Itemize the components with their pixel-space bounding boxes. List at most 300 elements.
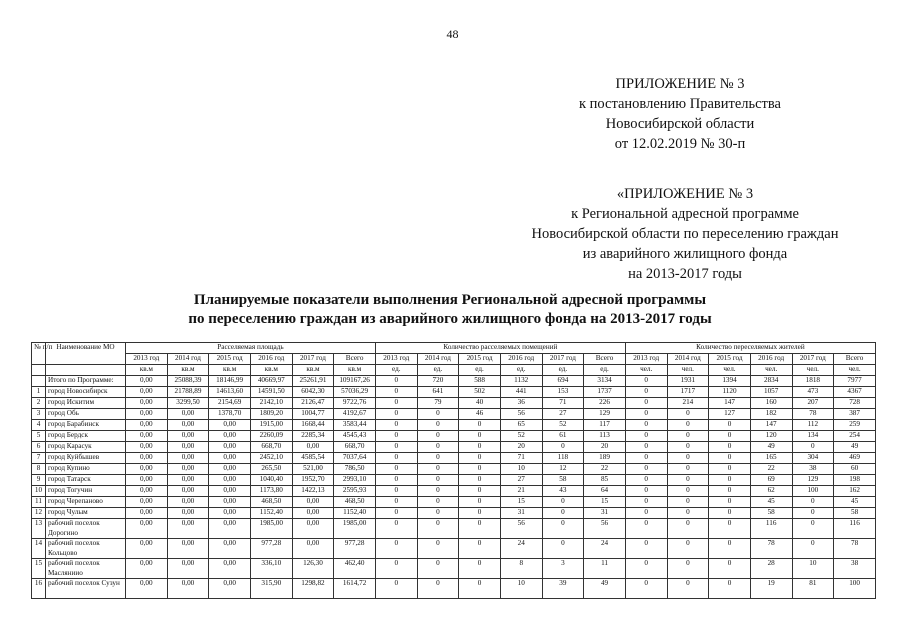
- table-cell: 0: [375, 376, 417, 387]
- table-cell: 0: [709, 508, 751, 519]
- table-cell: 0: [459, 497, 501, 508]
- program-line: на 2013-2017 годы: [628, 266, 742, 282]
- table-cell: 10: [792, 559, 834, 579]
- table-cell: 19: [750, 579, 792, 599]
- municipality-name: город Татарск: [46, 475, 126, 486]
- table-cell: 56: [500, 519, 542, 539]
- group-header-residents: Количество переселяемых жителей: [625, 343, 875, 354]
- table-cell: 0,00: [209, 442, 251, 453]
- table-cell: 0,00: [209, 453, 251, 464]
- table-cell: 24: [584, 539, 626, 559]
- row-number: 5: [32, 431, 46, 442]
- table-cell: 0: [375, 475, 417, 486]
- table-cell: 1818: [792, 376, 834, 387]
- table-cell: 100: [834, 579, 876, 599]
- year-header: 2014 год: [667, 354, 709, 365]
- table-cell: 0: [417, 559, 459, 579]
- table-cell: 1931: [667, 376, 709, 387]
- municipality-name: город Обь: [46, 409, 126, 420]
- municipality-name: рабочий поселок Кольцово: [46, 539, 126, 559]
- table-cell: 1809,20: [250, 409, 292, 420]
- unit-header: ед.: [459, 365, 501, 376]
- table-cell: 0: [667, 539, 709, 559]
- row-number: 2: [32, 398, 46, 409]
- table-cell: 0: [709, 497, 751, 508]
- table-cell: 0: [792, 539, 834, 559]
- table-cell: 0: [709, 464, 751, 475]
- unit-header: чел.: [709, 365, 751, 376]
- table-cell: 1422,13: [292, 486, 334, 497]
- table-cell: 473: [792, 387, 834, 398]
- unit-header: чел.: [792, 365, 834, 376]
- table-cell: 1152,40: [250, 508, 292, 519]
- table-cell: 3299,50: [167, 398, 209, 409]
- table-cell: 147: [709, 398, 751, 409]
- table-cell: 0: [417, 442, 459, 453]
- year-header: 2013 год: [126, 354, 168, 365]
- table-cell: 387: [834, 409, 876, 420]
- table-cell: 0,00: [126, 486, 168, 497]
- table-cell: 21788,89: [167, 387, 209, 398]
- row-number: 11: [32, 497, 46, 508]
- table-cell: 78: [834, 539, 876, 559]
- table-cell: 65: [500, 420, 542, 431]
- table-cell: 6042,30: [292, 387, 334, 398]
- group-header-area: Расселяемая площадь: [126, 343, 376, 354]
- table-cell: 1152,40: [334, 508, 376, 519]
- table-cell: 56: [500, 409, 542, 420]
- group-header-premises: Количество расселяемых помещений: [375, 343, 625, 354]
- table-cell: 0,00: [126, 376, 168, 387]
- table-cell: 0: [459, 579, 501, 599]
- unit-header: ед.: [500, 365, 542, 376]
- table-cell: 0: [625, 497, 667, 508]
- table-cell: 64: [584, 486, 626, 497]
- table-cell: 100: [792, 486, 834, 497]
- unit-header: кв.м: [292, 365, 334, 376]
- table-cell: 0,00: [126, 409, 168, 420]
- table-cell: 7977: [834, 376, 876, 387]
- table-cell: 20: [584, 442, 626, 453]
- municipality-name: рабочий поселок Сузун: [46, 579, 126, 599]
- table-cell: 0: [375, 420, 417, 431]
- table-cell: 21: [500, 486, 542, 497]
- table-row: [32, 376, 876, 387]
- table-cell: 0,00: [126, 508, 168, 519]
- table-cell: 0: [375, 539, 417, 559]
- table-cell: 0: [542, 539, 584, 559]
- row-number: 14: [32, 539, 46, 559]
- table-cell: 0,00: [126, 420, 168, 431]
- table-cell: 4545,43: [334, 431, 376, 442]
- table-cell: 14613,60: [209, 387, 251, 398]
- municipality-name: город Купино: [46, 464, 126, 475]
- table-row: [32, 409, 876, 420]
- table-cell: 0: [417, 486, 459, 497]
- table-cell: 0: [792, 442, 834, 453]
- table-cell: 0,00: [126, 519, 168, 539]
- table-cell: 0,00: [167, 475, 209, 486]
- table-cell: 1378,70: [209, 409, 251, 420]
- table-cell: 60: [834, 464, 876, 475]
- table-cell: 0,00: [167, 579, 209, 599]
- table-cell: 0,00: [167, 453, 209, 464]
- row-number: 3: [32, 409, 46, 420]
- table-cell: 468,50: [334, 497, 376, 508]
- table-cell: 0: [667, 508, 709, 519]
- table-cell: 0,00: [126, 497, 168, 508]
- year-header: 2017 год: [792, 354, 834, 365]
- table-cell: 0: [459, 431, 501, 442]
- table-cell: 0,00: [167, 486, 209, 497]
- municipality-name: город Карасук: [46, 442, 126, 453]
- table-cell: 588: [459, 376, 501, 387]
- table-cell: 0,00: [126, 464, 168, 475]
- table-cell: 1173,80: [250, 486, 292, 497]
- table-cell: 0: [709, 579, 751, 599]
- table-cell: 0: [542, 508, 584, 519]
- table-cell: 25261,91: [292, 376, 334, 387]
- table-cell: 38: [834, 559, 876, 579]
- table-cell: 118: [542, 453, 584, 464]
- table-cell: 1952,70: [292, 475, 334, 486]
- table-cell: 0: [625, 508, 667, 519]
- table-cell: 977,28: [250, 539, 292, 559]
- table-cell: 0,00: [292, 539, 334, 559]
- table-row: [32, 539, 876, 559]
- table-cell: 0: [375, 559, 417, 579]
- table-cell: 0: [417, 409, 459, 420]
- table-cell: 45: [750, 497, 792, 508]
- table-cell: 71: [542, 398, 584, 409]
- unit-header-blank: [32, 365, 46, 376]
- year-header: 2014 год: [417, 354, 459, 365]
- year-header: Всего: [584, 354, 626, 365]
- table-cell: 254: [834, 431, 876, 442]
- table-cell: 69: [750, 475, 792, 486]
- appendix-line: от 12.02.2019 № 30-п: [614, 136, 746, 152]
- table-cell: 1394: [709, 376, 751, 387]
- table-row: [32, 398, 876, 409]
- program-line: из аварийного жилищного фонда: [582, 246, 788, 262]
- table-cell: 0: [667, 559, 709, 579]
- table-cell: 315,90: [250, 579, 292, 599]
- table-cell: 0: [709, 420, 751, 431]
- table-cell: 336,10: [250, 559, 292, 579]
- table-cell: 71: [500, 453, 542, 464]
- table-cell: 0: [792, 508, 834, 519]
- table-cell: 2126,47: [292, 398, 334, 409]
- table-cell: 0: [792, 497, 834, 508]
- unit-header: кв.м: [209, 365, 251, 376]
- table-cell: 126,30: [292, 559, 334, 579]
- table-cell: 11: [584, 559, 626, 579]
- table-cell: 0,00: [209, 579, 251, 599]
- table-cell: 0: [667, 453, 709, 464]
- table-cell: 52: [542, 420, 584, 431]
- table-cell: 441: [500, 387, 542, 398]
- row-number: 16: [32, 579, 46, 599]
- year-header: 2016 год: [750, 354, 792, 365]
- table-cell: 668,70: [334, 442, 376, 453]
- table-cell: 27: [542, 409, 584, 420]
- table-cell: 0: [375, 398, 417, 409]
- table-cell: 0,00: [126, 539, 168, 559]
- unit-header-row: [32, 365, 876, 376]
- table-cell: 36: [500, 398, 542, 409]
- table-cell: 14591,50: [250, 387, 292, 398]
- table-cell: 117: [584, 420, 626, 431]
- table-cell: 0: [625, 420, 667, 431]
- row-number: 13: [32, 519, 46, 539]
- table-cell: 469: [834, 453, 876, 464]
- table-cell: 1120: [709, 387, 751, 398]
- table-cell: 31: [500, 508, 542, 519]
- table-cell: 4367: [834, 387, 876, 398]
- table-cell: 0: [417, 519, 459, 539]
- unit-header: кв.м: [126, 365, 168, 376]
- table-cell: 462,40: [334, 559, 376, 579]
- table-cell: 0,00: [126, 387, 168, 398]
- table-cell: 728: [834, 398, 876, 409]
- table-cell: 109167,26: [334, 376, 376, 387]
- table-cell: 720: [417, 376, 459, 387]
- table-cell: 1915,00: [250, 420, 292, 431]
- table-cell: 304: [792, 453, 834, 464]
- year-header: Всего: [834, 354, 876, 365]
- table-cell: 81: [792, 579, 834, 599]
- table-cell: 0: [709, 519, 751, 539]
- table-row: [32, 431, 876, 442]
- table-cell: 0: [459, 519, 501, 539]
- row-number: 6: [32, 442, 46, 453]
- indicators-table: [31, 342, 876, 599]
- table-cell: 786,50: [334, 464, 376, 475]
- table-cell: 25088,39: [167, 376, 209, 387]
- table-cell: 0,00: [209, 508, 251, 519]
- appendix-line: к постановлению Правительства: [579, 96, 781, 112]
- table-row: [32, 453, 876, 464]
- table-cell: 0: [625, 475, 667, 486]
- table-row: [32, 579, 876, 599]
- table-cell: 198: [834, 475, 876, 486]
- table-cell: 120: [750, 431, 792, 442]
- table-cell: 22: [750, 464, 792, 475]
- col-header-name: Наименование МО: [46, 343, 126, 365]
- table-cell: 0: [667, 486, 709, 497]
- year-header: 2015 год: [709, 354, 751, 365]
- table-cell: 265,50: [250, 464, 292, 475]
- table-cell: 641: [417, 387, 459, 398]
- table-cell: 977,28: [334, 539, 376, 559]
- table-cell: 147: [750, 420, 792, 431]
- title-line: Планируемые показатели выполнения Региональной адресной программы: [193, 292, 707, 308]
- table-cell: 0: [667, 442, 709, 453]
- row-number: 1: [32, 387, 46, 398]
- appendix-line: Новосибирской области: [605, 116, 755, 132]
- table-cell: 2452,10: [250, 453, 292, 464]
- year-header: 2016 год: [250, 354, 292, 365]
- table-row: [32, 464, 876, 475]
- table-cell: 226: [584, 398, 626, 409]
- table-cell: 15: [500, 497, 542, 508]
- table-cell: 0: [709, 431, 751, 442]
- table-cell: 1985,00: [334, 519, 376, 539]
- table-cell: 0: [667, 497, 709, 508]
- table-cell: 52: [500, 431, 542, 442]
- table-cell: 0,00: [167, 431, 209, 442]
- appendix-line: ПРИЛОЖЕНИЕ № 3: [615, 76, 745, 92]
- table-cell: 0,00: [209, 420, 251, 431]
- table-cell: 182: [750, 409, 792, 420]
- unit-header: кв.м: [250, 365, 292, 376]
- table-cell: 45: [834, 497, 876, 508]
- table-cell: 0: [542, 519, 584, 539]
- table-cell: 0: [417, 579, 459, 599]
- table-cell: 0: [625, 431, 667, 442]
- table-cell: 162: [834, 486, 876, 497]
- table-cell: 10: [500, 464, 542, 475]
- unit-header: кв.м: [167, 365, 209, 376]
- appendix-block: [530, 74, 830, 154]
- table-cell: 0: [375, 579, 417, 599]
- table-cell: 214: [667, 398, 709, 409]
- table-cell: 39: [542, 579, 584, 599]
- municipality-name: город Искитим: [46, 398, 126, 409]
- row-number: 7: [32, 453, 46, 464]
- unit-header: ед.: [584, 365, 626, 376]
- table-cell: 49: [834, 442, 876, 453]
- table-cell: 0: [667, 431, 709, 442]
- table-cell: 49: [584, 579, 626, 599]
- program-line: «ПРИЛОЖЕНИЕ № 3: [616, 186, 754, 202]
- table-row: [32, 559, 876, 579]
- table-cell: 0,00: [209, 486, 251, 497]
- table-cell: 49: [750, 442, 792, 453]
- table-row: [32, 420, 876, 431]
- year-header: 2016 год: [500, 354, 542, 365]
- table-cell: 0,00: [126, 442, 168, 453]
- table-row: [32, 486, 876, 497]
- table-cell: 0,00: [209, 539, 251, 559]
- table-cell: 58: [834, 508, 876, 519]
- table-cell: 0,00: [126, 398, 168, 409]
- table-cell: 0: [417, 475, 459, 486]
- municipality-name: город Чулым: [46, 508, 126, 519]
- table-cell: 24: [500, 539, 542, 559]
- table-cell: 8: [500, 559, 542, 579]
- table-cell: 0,00: [209, 559, 251, 579]
- table-cell: 2154,69: [209, 398, 251, 409]
- table-cell: 0: [625, 387, 667, 398]
- table-cell: 0,00: [126, 431, 168, 442]
- table-cell: 0: [459, 559, 501, 579]
- municipality-name: город Тогучин: [46, 486, 126, 497]
- table-cell: 502: [459, 387, 501, 398]
- table-cell: 79: [417, 398, 459, 409]
- table-cell: 1717: [667, 387, 709, 398]
- table-cell: 2285,34: [292, 431, 334, 442]
- table-cell: 0: [375, 497, 417, 508]
- table-cell: 129: [584, 409, 626, 420]
- row-number: [32, 376, 46, 387]
- table-cell: 113: [584, 431, 626, 442]
- table-cell: 116: [750, 519, 792, 539]
- title-line: по переселению граждан из аварийного жилищного фонда на 2013-2017 годы: [188, 311, 712, 327]
- table-cell: 15: [584, 497, 626, 508]
- table-cell: 1132: [500, 376, 542, 387]
- table-cell: 0: [709, 559, 751, 579]
- unit-header: ед.: [375, 365, 417, 376]
- table-row: [32, 387, 876, 398]
- table-cell: 134: [792, 431, 834, 442]
- table-cell: 2834: [750, 376, 792, 387]
- year-header: Всего: [334, 354, 376, 365]
- table-cell: 668,70: [250, 442, 292, 453]
- table-row: [32, 519, 876, 539]
- table-cell: 0: [709, 475, 751, 486]
- table-cell: 127: [709, 409, 751, 420]
- municipality-name: рабочий поселок Дорогино: [46, 519, 126, 539]
- table-cell: 694: [542, 376, 584, 387]
- table-cell: 0,00: [209, 497, 251, 508]
- table-row: [32, 475, 876, 486]
- table-cell: 0: [625, 539, 667, 559]
- table-row: [32, 442, 876, 453]
- year-header: 2015 год: [459, 354, 501, 365]
- table-cell: 0: [417, 420, 459, 431]
- table-cell: 0,00: [126, 559, 168, 579]
- table-cell: 0,00: [292, 497, 334, 508]
- table-cell: 2993,10: [334, 475, 376, 486]
- table-cell: 3583,44: [334, 420, 376, 431]
- table-cell: 58: [542, 475, 584, 486]
- table-cell: 62: [750, 486, 792, 497]
- row-number: 10: [32, 486, 46, 497]
- document-title: [60, 291, 840, 329]
- year-header: 2013 год: [625, 354, 667, 365]
- table-cell: 0: [625, 376, 667, 387]
- table-cell: 0: [625, 579, 667, 599]
- table-cell: 1668,44: [292, 420, 334, 431]
- table-cell: 0: [709, 442, 751, 453]
- municipality-name: город Новосибирск: [46, 387, 126, 398]
- table-cell: 0: [542, 442, 584, 453]
- table-cell: 0,00: [209, 464, 251, 475]
- table-cell: 3134: [584, 376, 626, 387]
- row-number: 12: [32, 508, 46, 519]
- page-number: 48: [446, 27, 459, 41]
- table-cell: 0,00: [167, 409, 209, 420]
- table-cell: 40669,97: [250, 376, 292, 387]
- table-cell: 0: [417, 453, 459, 464]
- table-cell: 56: [584, 519, 626, 539]
- table-cell: 0: [375, 464, 417, 475]
- table-cell: 1614,72: [334, 579, 376, 599]
- table-cell: 22: [584, 464, 626, 475]
- table-cell: 0: [709, 486, 751, 497]
- table-cell: 165: [750, 453, 792, 464]
- unit-header-blank: [46, 365, 126, 376]
- table-cell: 0: [625, 464, 667, 475]
- table-cell: 28: [750, 559, 792, 579]
- table-cell: 153: [542, 387, 584, 398]
- unit-header: чел.: [667, 365, 709, 376]
- table-cell: 61: [542, 431, 584, 442]
- table-cell: 1985,00: [250, 519, 292, 539]
- table-cell: 0: [459, 539, 501, 559]
- unit-header: ед.: [417, 365, 459, 376]
